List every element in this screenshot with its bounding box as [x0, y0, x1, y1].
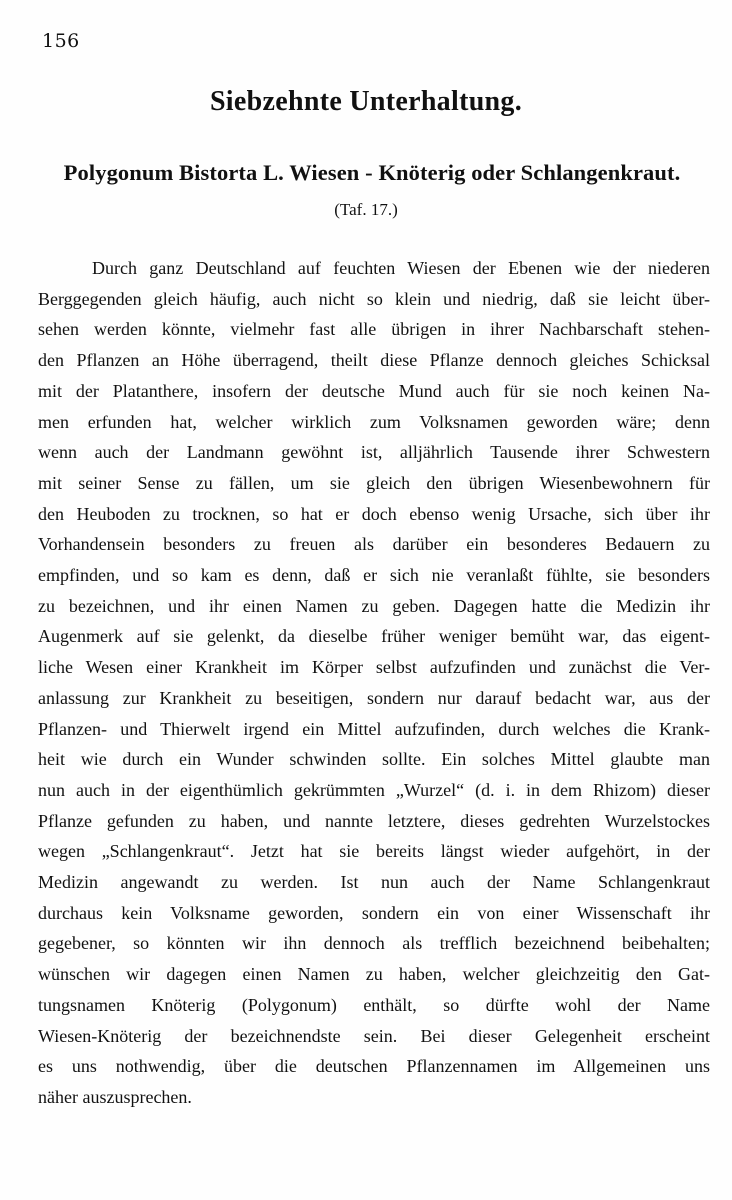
body-line: heit wie durch ein Wunder schwinden sollte. Ein solches Mittel glaubte man: [38, 749, 710, 770]
body-line: nun auch in der eigenthümlich gekrümmten „Wurzel“ (d. i. in dem Rhizom) dieser: [38, 779, 710, 800]
page-number: 156: [42, 30, 80, 52]
body-line: durchaus kein Volksname geworden, sondern ein von einer Wissenschaft ihr: [38, 902, 710, 923]
body-line: tungsnamen Knöterig (Polygonum) enthält, so dürfte wohl der Name: [38, 994, 710, 1015]
body-line: Augenmerk auf sie gelenkt, da dieselbe früher weniger bemüht war, das eigent-: [38, 626, 710, 647]
body-line: sehen werden könnte, vielmehr fast alle übrigen in ihrer Nachbarschaft stehen-: [38, 319, 710, 340]
body-text: [38, 253, 710, 1113]
body-line: mit seiner Sense zu fällen, um sie gleich den übrigen Wiesenbewohnern für: [38, 472, 710, 493]
body-line: men erfunden hat, welcher wirklich zum Volksnamen geworden wäre; denn: [38, 411, 710, 432]
body-line: Wiesen-Knöterig der bezeichnendste sein. Bei dieser Gelegenheit erscheint: [38, 1025, 710, 1046]
body-line: empfinden, und so kam es denn, daß er sich nie veranlaßt fühlte, sie besonders: [38, 565, 710, 586]
body-line: Pflanze gefunden zu haben, und nannte letztere, dieses gedrehten Wurzelstockes: [38, 810, 710, 831]
body-line: es uns nothwendig, über die deutschen Pflanzennamen im Allgemeinen uns: [38, 1056, 710, 1077]
body-line: Pflanzen- und Thierwelt irgend ein Mittel aufzufinden, durch welches die Krank-: [38, 718, 710, 739]
body-line: den Heuboden zu trocknen, so hat er doch ebenso wenig Ursache, sich über ihr: [38, 503, 710, 524]
body-line: wegen „Schlangenkraut“. Jetzt hat sie bereits längst wieder aufgehört, in der: [38, 841, 710, 862]
body-line: wenn auch der Landmann gewöhnt ist, alljährlich Tausende ihrer Schwestern: [38, 442, 710, 463]
body-line: zu bezeichnen, und ihr einen Namen zu geben. Dagegen hatte die Medizin ihr: [38, 595, 710, 616]
body-line: Durch ganz Deutschland auf feuchten Wiesen der Ebenen wie der niederen: [92, 258, 710, 278]
body-line: liche Wesen einer Krankheit im Körper selbst aufzufinden und zunächst die Ver-: [38, 657, 710, 678]
body-line: Medizin angewandt zu werden. Ist nun auch der Name Schlangenkraut: [38, 872, 710, 893]
chapter-title: Siebzehnte Unterhaltung.: [209, 86, 523, 117]
body-line: wünschen wir dagegen einen Namen zu haben, welcher gleichzeitig den Gat-: [38, 964, 710, 985]
plant-subject-heading: Polygonum Bistorta L. Wiesen - Knöterig oder Schlangenkraut.: [63, 160, 681, 185]
body-line: anlassung zur Krankheit zu beseitigen, sondern nur darauf bedacht war, aus der: [38, 687, 710, 708]
body-line: Berggegenden gleich häufig, auch nicht so klein und niedrig, daß sie leicht über-: [38, 288, 710, 309]
plate-reference: (Taf. 17.): [334, 200, 398, 219]
body-line: mit der Platanthere, insofern der deutsche Mund auch für sie noch keinen Na-: [38, 380, 710, 401]
body-line: näher auszusprechen.: [38, 1086, 192, 1107]
body-line: Vorhandensein besonders zu freuen als darüber ein besonderes Bedauern zu: [38, 534, 710, 555]
body-line: gegebener, so könnten wir ihn dennoch als trefflich bezeichnend beibehalten;: [38, 933, 710, 954]
body-line: den Pflanzen an Höhe überragend, theilt diese Pflanze dennoch gleiches Schicksal: [38, 350, 710, 371]
